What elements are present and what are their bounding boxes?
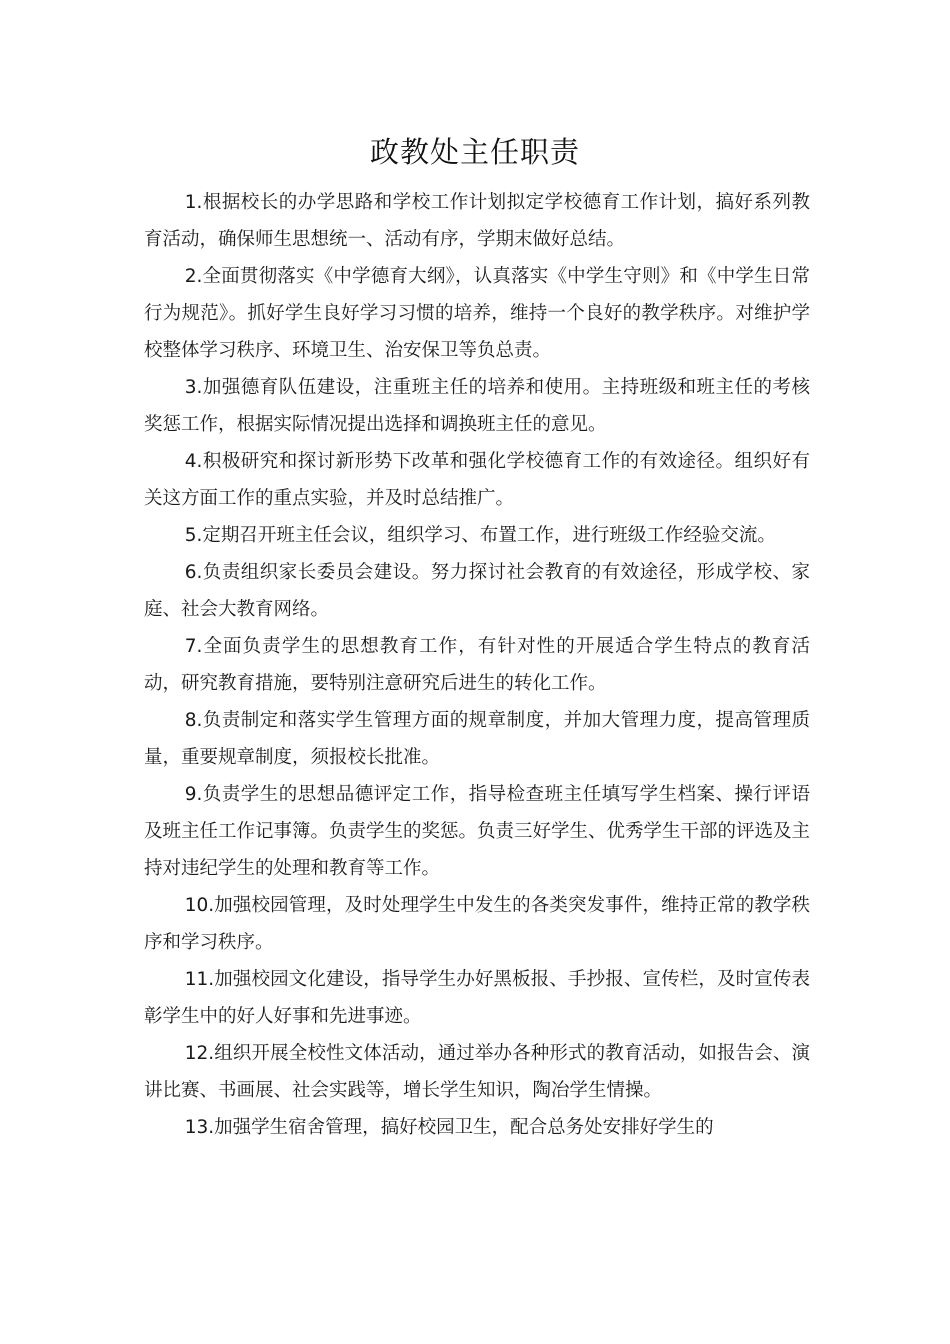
document-body	[144, 184, 810, 1146]
duty-item-12: 12.组织开展全校性文体活动，通过举办各种形式的教育活动，如报告会、演讲比赛、书画展、社会实践等，增长学生知识，陶冶学生情操。	[144, 1043, 810, 1101]
page-title: 政教处主任职责	[369, 135, 580, 169]
duty-item-7: 7.全面负责学生的思想教育工作，有针对性的开展适合学生特点的教育活动，研究教育措施，要特别注意研究后进生的转化工作。	[144, 636, 810, 694]
duty-item-1: 1.根据校长的办学思路和学校工作计划拟定学校德育工作计划，搞好系列教育活动，确保师生思想统一、活动有序，学期末做好总结。	[144, 192, 810, 250]
duty-item-3: 3.加强德育队伍建设，注重班主任的培养和使用。主持班级和班主任的考核奖惩工作，根据实际情况提出选择和调换班主任的意见。	[144, 377, 810, 435]
duty-item-5: 5.定期召开班主任会议，组织学习、布置工作，进行班级工作经验交流。	[184, 525, 776, 546]
duty-item-13: 13.加强学生宿舍管理，搞好校园卫生，配合总务处安排好学生的	[184, 1117, 714, 1138]
duty-item-11: 11.加强校园文化建设，指导学生办好黑板报、手抄报、宣传栏，及时宣传表彰学生中的好人好事和先进事迹。	[144, 969, 810, 1027]
duty-item-4: 4.积极研究和探讨新形势下改革和强化学校德育工作的有效途径。组织好有关这方面工作的重点实验，并及时总结推广。	[144, 451, 810, 509]
duty-item-8: 8.负责制定和落实学生管理方面的规章制度，并加大管理力度，提高管理质量，重要规章制度，须报校长批准。	[144, 710, 810, 768]
duty-item-6: 6.负责组织家长委员会建设。努力探讨社会教育的有效途径，形成学校、家庭、社会大教育网络。	[144, 562, 810, 620]
duty-item-9: 9.负责学生的思想品德评定工作，指导检查班主任填写学生档案、操行评语及班主任工作记事簿。负责学生的奖惩。负责三好学生、优秀学生干部的评选及主持对违纪学生的处理和教育等工作。	[144, 784, 811, 879]
duty-item-2: 2.全面贯彻落实《中学德育大纲》，认真落实《中学生守则》和《中学生日常行为规范》。抓好学生良好学习习惯的培养，维持一个良好的教学秩序。对维护学校整体学习秩序、环境卫生、治安保卫等负总责。	[144, 266, 810, 361]
duty-item-10: 10.加强校园管理，及时处理学生中发生的各类突发事件，维持正常的教学秩序和学习秩序。	[144, 895, 810, 953]
